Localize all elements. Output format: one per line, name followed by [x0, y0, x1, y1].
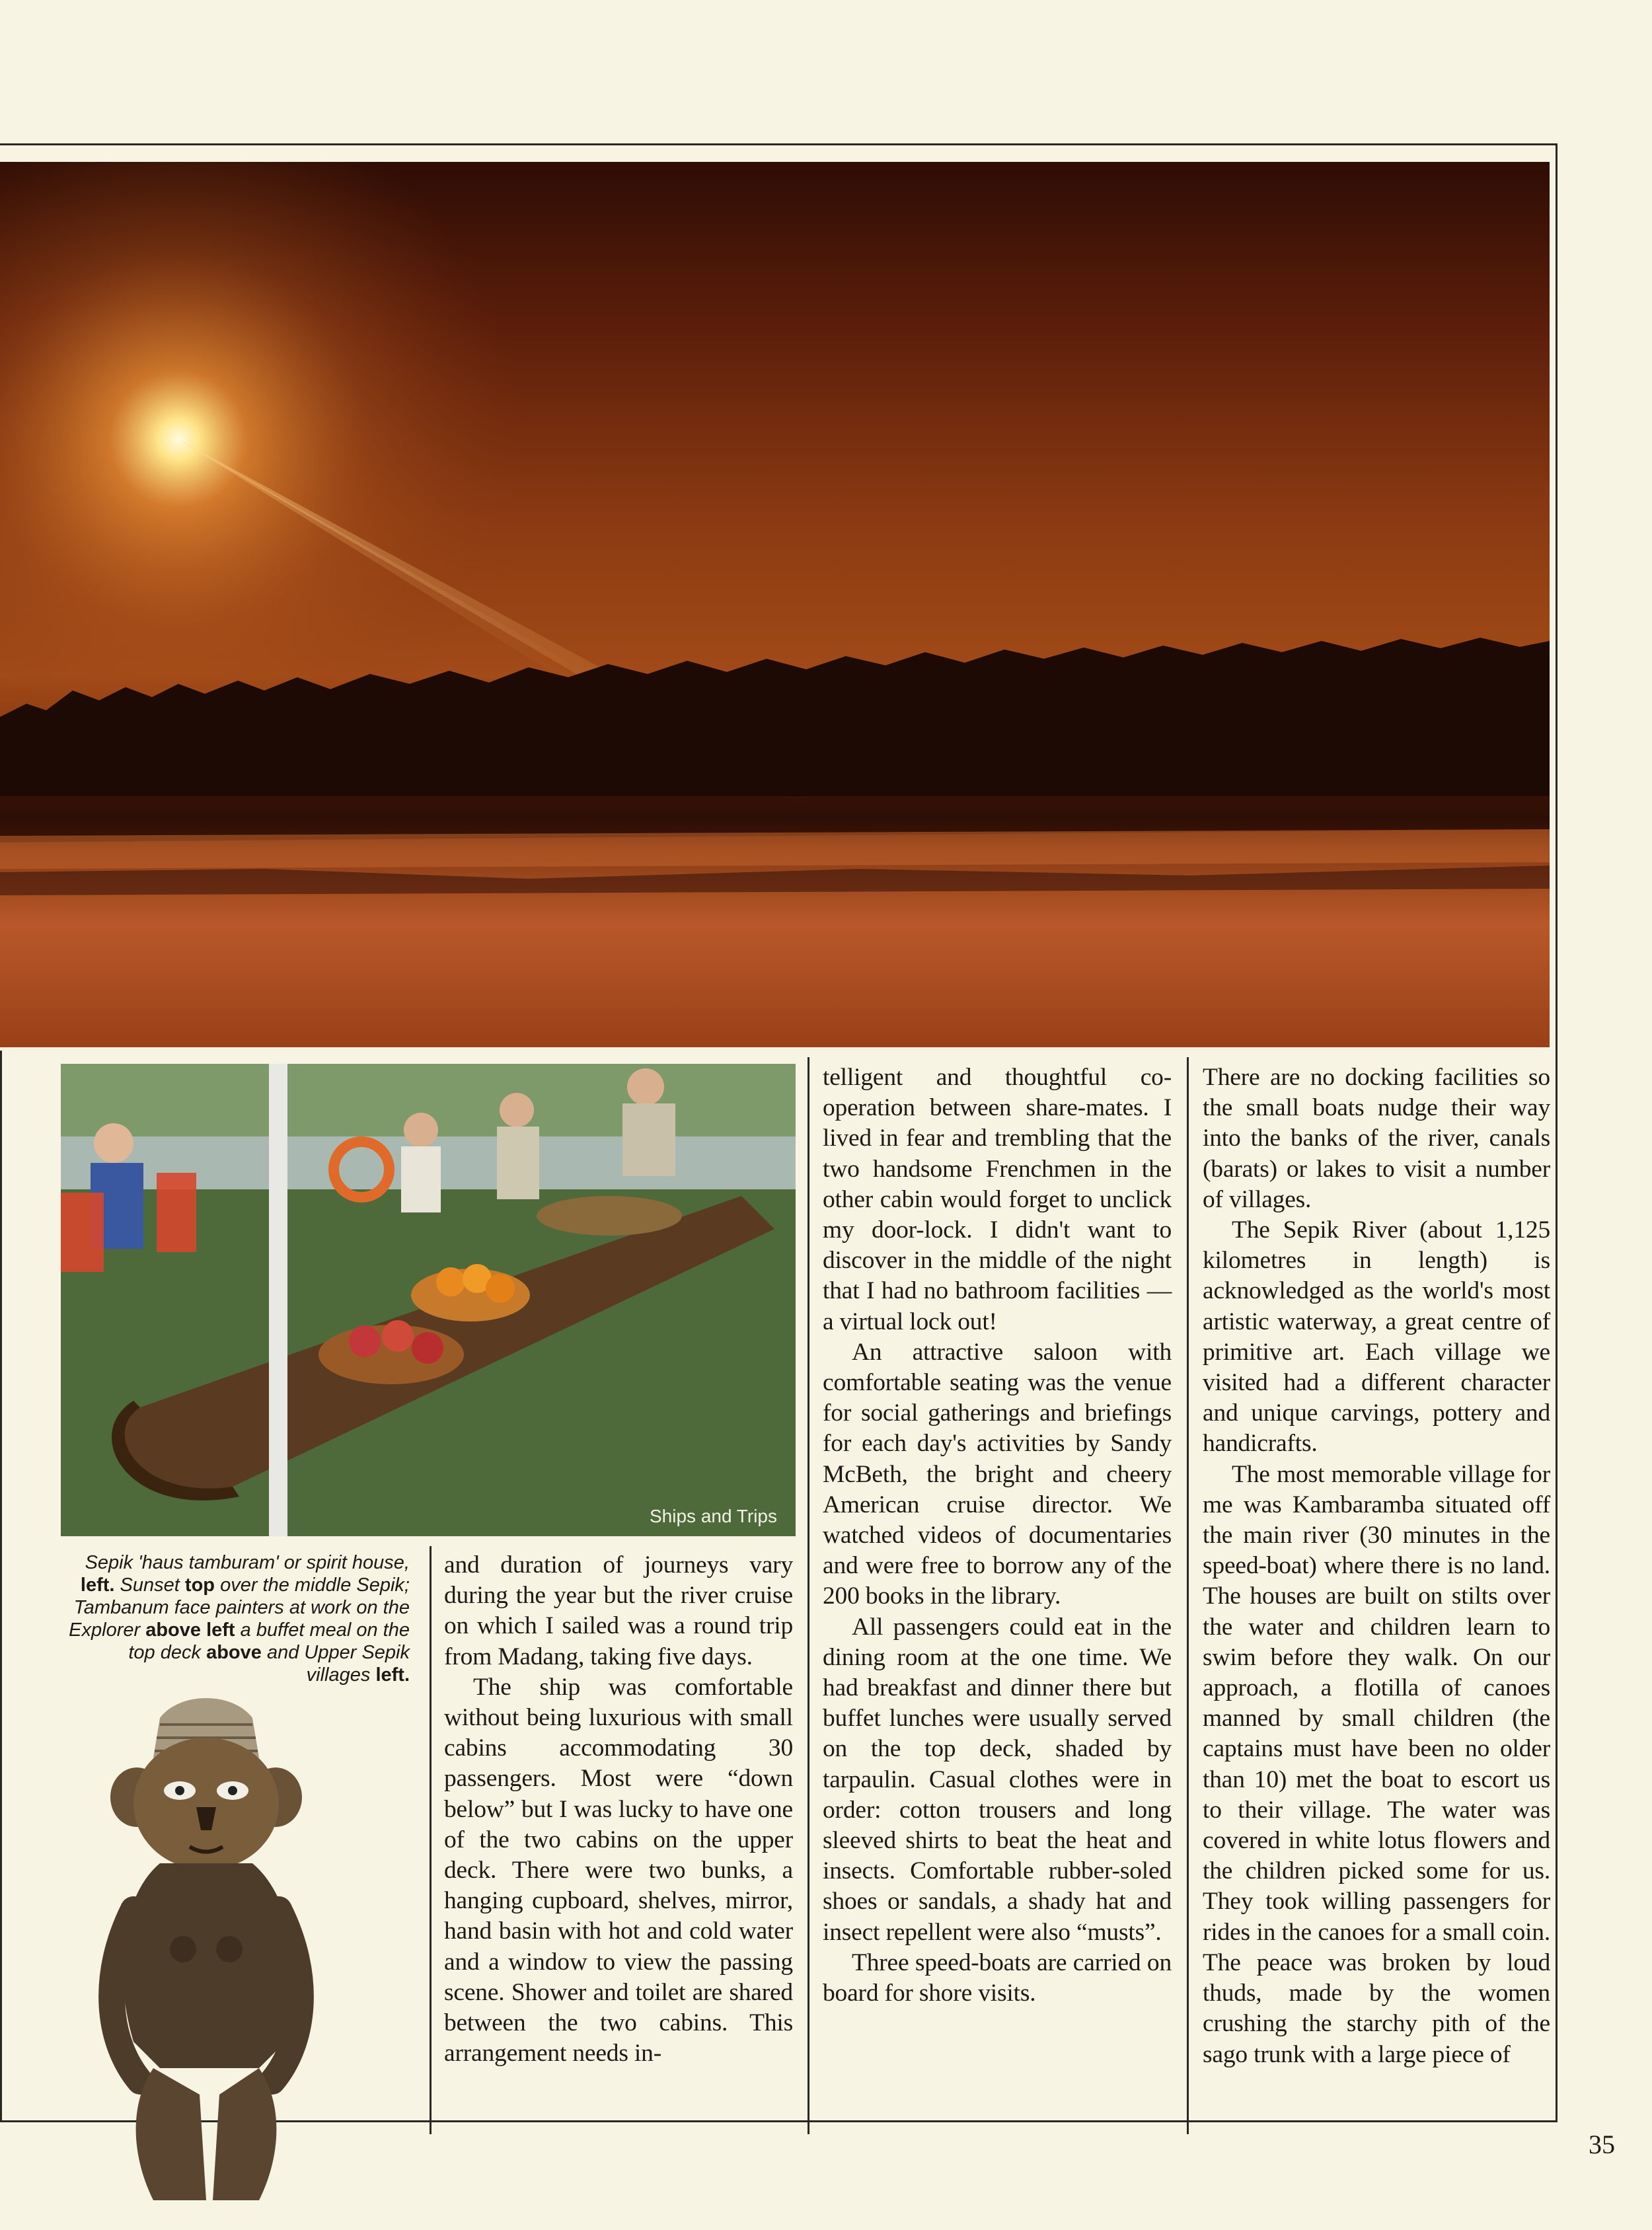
- caption-bold-3: above left: [145, 1619, 235, 1641]
- article-column-2: [823, 1062, 1172, 2009]
- photo-caption: [66, 1551, 410, 1686]
- paragraph: The most memorable village for me was Kambaramba situated off the main river (30 minutes in the speed-boat) where there is no land. The houses are built on stilts over the water and children learn to swim before they walk. On our approach, a flotilla of canoes manned by small children (the captains must have been no older than 10) met the boat to escort us to their village. The water was covered in white lotus flowers and the children picked some for us. They took willing passengers for rides in the canoes for a small coin. The peace was broken by loud thuds, made by the women crushing the starchy pith of the sago trunk with a large piece of: [1203, 1460, 1550, 2068]
- column-rule-3: [1187, 1057, 1189, 2134]
- column-rule-1: [430, 1546, 432, 2134]
- caption-bold-4: above: [206, 1642, 262, 1663]
- article-column-3: [1203, 1062, 1550, 2070]
- column-rule-2: [807, 1057, 809, 2134]
- paragraph: The Sepik River (about 1,125 kilometres in length) is acknowledged as the world's most artistic waterway, a great centre of primitive art. Each village we visited had a different character and unique carvings, pottery and handicrafts.: [1203, 1216, 1550, 1458]
- caption-text-3: over the middle Sepik; Tambanum face painters at work on the Explorer: [69, 1575, 410, 1641]
- page-number: 35: [1589, 2130, 1615, 2159]
- frame-right-rule: [1556, 143, 1558, 2122]
- paragraph: Three speed-boats are carried on board for shore visits.: [823, 1949, 1172, 2007]
- caption-bold-2: top: [184, 1575, 215, 1596]
- paragraph: All passengers could eat in the dining room at the one time. We had breakfast and dinner there but buffet lunches were usually served on the top deck, shaded by tarpaulin. Casual clothes were in order: cotton trousers and long sleeved shirts to beat the heat and insects. Comfortable rubber-soled shoes or sandals, a shady hat and insect repellent were also “musts”.: [823, 1613, 1172, 1946]
- caption-text-5: and Upper Sepik villages: [266, 1642, 410, 1686]
- caption-bold-1: left.: [80, 1575, 115, 1596]
- sunset-photo: [0, 162, 1550, 1047]
- carved-figure-image: [61, 1698, 404, 2213]
- article-column-1: [444, 1550, 793, 2069]
- paragraph: An attractive saloon with comfortable seating was the venue for social gatherings and briefings for each day's activities by Sandy McBeth, the bright and cheery American cruise director. We watched videos of documentaries and were free to borrow any of the 200 books in the library.: [823, 1338, 1172, 1610]
- paragraph: telligent and thoughtful co-operation between share-mates. I lived in fear and trembling that the two handsome Frenchmen in the other cabin would forget to unclick my door-lock. I didn't want to discover in the middle of the night that I had no bathroom facilities — a virtual lock out!: [823, 1064, 1172, 1335]
- photo-credit: Ships and Trips: [650, 1506, 777, 1526]
- caption-text-4: a buffet meal on the top deck: [128, 1619, 410, 1663]
- caption-bold-5: left.: [375, 1664, 410, 1686]
- caption-text-1: Sepik 'haus tamburam' or spirit house,: [85, 1552, 410, 1573]
- paragraph: There are no docking facilities so the small boats nudge their way into the banks of the river, canals (barats) or lakes to visit a number of villages.: [1203, 1064, 1550, 1213]
- paragraph: and duration of journeys vary during the year but the river cruise on which I sailed was a round trip from Madang, taking five days.: [444, 1551, 793, 1670]
- buffet-deck-photo: [61, 1064, 796, 1536]
- frame-top-rule: [0, 143, 1558, 145]
- paragraph: The ship was comfortable without being luxurious with small cabins accommodating 30 passengers. Most were “down below” but I was lucky to have one of the two cabins on the upper deck. There were two bunks, a hanging cupboard, shelves, mirror, hand basin with hot and cold water and a window to view the passing scene. Shower and toilet are shared between the two cabins. This arrangement needs in-: [444, 1673, 793, 2067]
- frame-left-rule: [0, 1051, 2, 2122]
- caption-text-2: Sunset: [120, 1575, 180, 1596]
